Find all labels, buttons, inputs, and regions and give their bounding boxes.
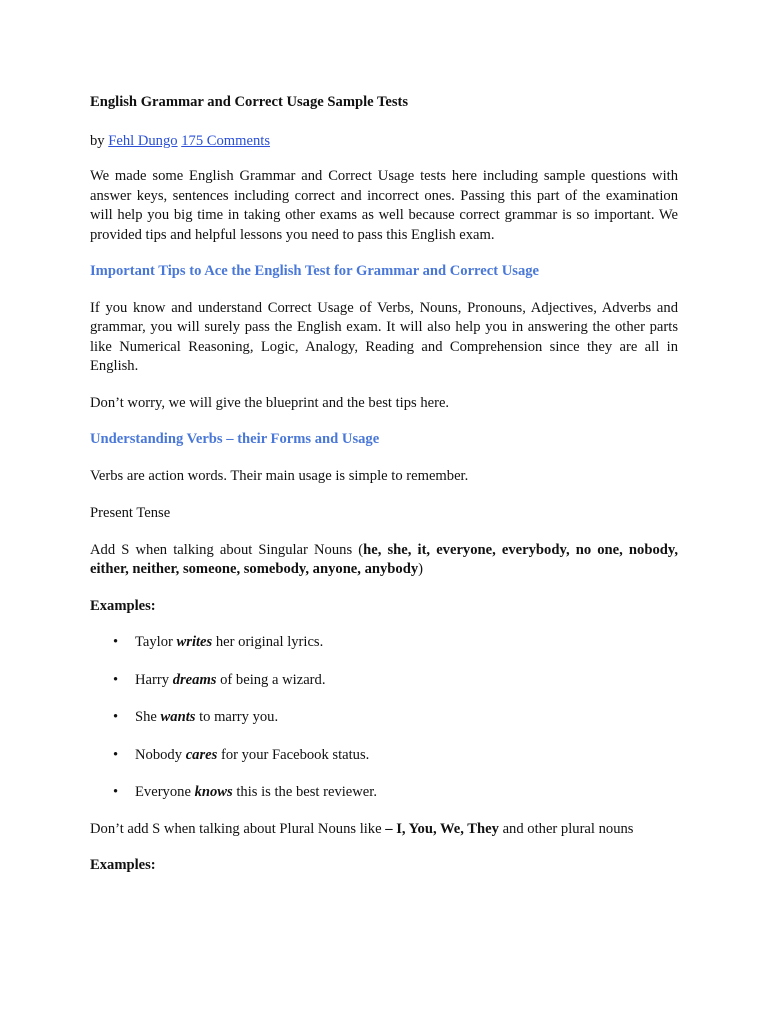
example-before: She xyxy=(135,709,161,725)
byline xyxy=(90,132,678,152)
example-before: Nobody xyxy=(135,746,186,763)
examples-label: Examples: xyxy=(90,597,156,614)
author-link[interactable]: Fehl Dungo xyxy=(108,132,178,149)
plural-rule-prefix: Don’t add S when talking about Plural Nouns like xyxy=(90,820,386,837)
example-after: to marry you. xyxy=(195,709,279,725)
present-tense-label: Present Tense xyxy=(90,505,171,521)
plural-rule xyxy=(90,820,678,840)
example-verb: wants xyxy=(160,709,196,725)
example-before: Harry xyxy=(135,671,173,688)
list-item xyxy=(90,708,678,728)
plural-rule-suffix: and other plural nouns xyxy=(498,820,634,837)
reassurance-paragraph: Don’t worry, we will give the blueprint and the best tips here. xyxy=(90,394,450,411)
example-before: Everyone xyxy=(135,784,195,800)
singular-nouns-list: he, she, it, everyone, everybody, no one, nobody, either, neither, someone, somebody, anyone, anybody xyxy=(90,541,678,577)
plural-pronouns-list: I, You, We, They xyxy=(396,820,499,837)
section-heading-verbs: Understanding Verbs – their Forms and Usage xyxy=(90,431,380,447)
bullet-icon: • xyxy=(113,671,119,688)
example-before: Taylor xyxy=(135,634,177,650)
bullet-icon: • xyxy=(113,784,119,800)
example-verb: writes xyxy=(176,634,213,650)
singular-rule xyxy=(90,541,678,580)
example-after: for your Facebook status. xyxy=(217,746,370,763)
byline-prefix: by xyxy=(90,132,109,149)
intro-paragraph: We made some English Grammar and Correct Usage tests here including sample questions with answer keys, sentences including correct and incorrect ones. Passing this part of the examination will help you big time in taking other exams as well because correct grammar is so important. We provided tips and helpful lessons you need to pass this English exam. xyxy=(90,168,678,243)
singular-rule-prefix: Add S when talking about Singular Nouns ( xyxy=(90,541,364,558)
tips-paragraph: If you know and understand Correct Usage of Verbs, Nouns, Pronouns, Adjectives, Adverbs and grammar, you will surely pass the English exam. It will also help you in answering the other parts like Numerical Reasoning, Logic, Analogy, Reading and Comprehension since they are all in English. xyxy=(90,299,678,374)
example-after: her original lyrics. xyxy=(212,634,324,650)
bullet-icon: • xyxy=(113,746,119,763)
verbs-intro: Verbs are action words. Their main usage is simple to remember. xyxy=(90,467,469,484)
example-verb: knows xyxy=(194,784,233,800)
list-item xyxy=(90,783,678,803)
examples-list xyxy=(90,633,678,803)
example-verb: dreams xyxy=(172,671,217,688)
bullet-icon: • xyxy=(113,634,119,650)
singular-rule-suffix: ) xyxy=(418,561,423,577)
example-after: this is the best reviewer. xyxy=(232,784,377,800)
list-item xyxy=(90,633,678,653)
comments-link[interactable]: 175 Comments xyxy=(181,132,271,149)
list-item xyxy=(90,746,678,766)
document-page xyxy=(90,93,678,893)
plural-rule-dash: – xyxy=(385,820,397,837)
examples-label-2: Examples: xyxy=(90,857,156,873)
article-title: English Grammar and Correct Usage Sample Tests xyxy=(90,94,409,110)
example-verb: cares xyxy=(185,746,218,763)
bullet-icon: • xyxy=(113,709,119,725)
example-after: of being a wizard. xyxy=(216,671,326,688)
section-heading-tips: Important Tips to Ace the English Test for Grammar and Correct Usage xyxy=(90,263,540,279)
list-item xyxy=(90,671,678,691)
